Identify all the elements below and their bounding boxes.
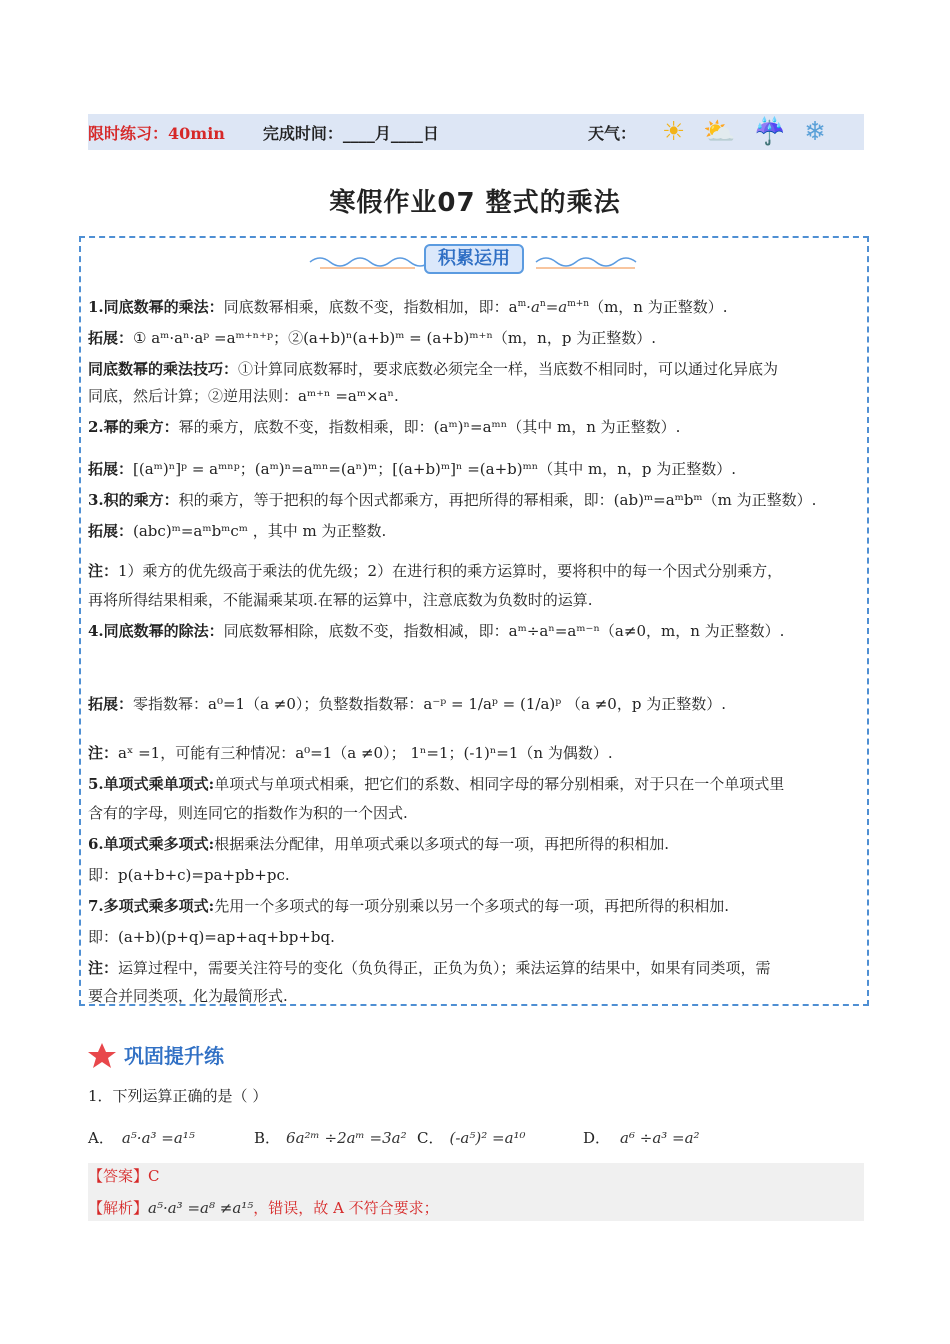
line-8 — [88, 521, 386, 541]
page-title: 寒假作业07 整式的乘法 — [329, 188, 621, 218]
line-1-head: 1.同底数幂的乘法： — [88, 298, 224, 316]
line-1-tail: （m，n 为正整数）. — [589, 298, 728, 316]
header-bar — [88, 114, 864, 150]
line-20-body: 运算过程中，需要关注符号的变化（负负得正，正负为负）；乘法运算的结果中，如果有同类项，需 — [118, 959, 771, 977]
option-c-expr: (-a⁵)² =a¹⁰ — [449, 1129, 526, 1147]
analysis-text: ，错误，故 A 不符合要求； — [253, 1199, 439, 1217]
answer-value: C — [148, 1167, 160, 1185]
line-12-head: 拓展： — [88, 695, 134, 713]
rain-icon: ☔ — [753, 117, 787, 147]
option-c — [417, 1128, 526, 1148]
line-21: 要合并同类项，化为最简形式. — [88, 987, 288, 1005]
line-13-head: 注： — [88, 744, 119, 762]
line-18-body: 先用一个多项式的每一项分别乘以另一个多项式的每一项，再把所得的积相加. — [214, 897, 729, 915]
line-11-body: 同底数幂相除，底数不变，指数相减，即：aᵐ÷aⁿ=aᵐ⁻ⁿ（a≠0，m，n 为正整数）. — [223, 622, 785, 640]
sun-icon: ☀ — [662, 117, 686, 147]
option-d-letter: D． — [583, 1129, 611, 1147]
line-16 — [88, 834, 669, 854]
line-6 — [88, 459, 736, 479]
section-badge: 积累运用 — [424, 244, 524, 274]
option-d-expr: a⁶ ÷a³ =a² — [620, 1129, 700, 1147]
line-3-head: 同底数幂的乘法技巧： — [88, 360, 239, 378]
line-6-head: 拓展： — [88, 460, 134, 478]
line-16-head: 6.单项式乘多项式: — [88, 835, 215, 853]
option-d — [583, 1128, 700, 1148]
line-18 — [88, 896, 729, 916]
line-9 — [88, 561, 782, 581]
option-b — [254, 1128, 407, 1148]
line-9-head: 注： — [88, 562, 119, 580]
line-5-head: 2.幂的乘方： — [88, 418, 179, 436]
line-20 — [88, 958, 771, 978]
line-16-body: 根据乘法分配律，用单项式乘以多项式的每一项，再把所得的积相加. — [214, 835, 669, 853]
line-4: 同底，然后计算；②逆用法则：aᵐ⁺ⁿ =aᵐ×aⁿ. — [88, 387, 399, 405]
section-2-label: 巩固提升练 — [124, 1044, 224, 1068]
answer-label: 【答案】 — [88, 1167, 149, 1185]
line-13-body: aˣ =1，可能有三种情况：a⁰=1（a ≠0）； 1ⁿ=1；(-1)ⁿ=1（n 为偶数）. — [118, 744, 613, 762]
star-icon — [88, 1041, 118, 1069]
line-12 — [88, 694, 726, 714]
line-19: 即：(a+b)(p+q)=ap+aq+bp+bq. — [88, 928, 335, 946]
line-3 — [88, 359, 778, 379]
line-20-head: 注： — [88, 959, 119, 977]
line-1-body: 同底数幂相乘，底数不变，指数相加，即：a — [223, 298, 518, 316]
snow-icon: ❄ — [804, 117, 826, 147]
line-11 — [88, 621, 784, 641]
section-2-header — [88, 1040, 224, 1069]
analysis-expr: a⁵·a³ =a⁸ ≠a¹⁵ — [148, 1199, 254, 1217]
option-b-expr: 6a²ᵐ ÷2aᵐ =3a² — [286, 1129, 407, 1147]
analysis-line — [88, 1198, 439, 1218]
analysis-label: 【解析】 — [88, 1199, 149, 1217]
line-17: 即：p(a+b+c)=pa+pb+pc. — [88, 866, 290, 884]
cloudy-icon: ⛅ — [703, 117, 736, 147]
line-13 — [88, 743, 613, 763]
line-11-head: 4.同底数幂的除法： — [88, 622, 224, 640]
line-2-body: ① aᵐ·aⁿ·aᵖ =aᵐ⁺ⁿ⁺ᵖ；②(a+b)ⁿ(a+b)ᵐ = (a+b)ᵐ⁺ⁿ（m，n，p 为正整数）. — [133, 329, 656, 347]
line-7-body: 积的乘方，等于把积的每个因式都乘方，再把所得的幂相乘，即：(ab)ᵐ=aᵐbᵐ（m 为正整数）. — [178, 491, 817, 509]
option-a — [88, 1128, 195, 1148]
line-5 — [88, 417, 680, 437]
option-a-letter: A． — [88, 1129, 114, 1147]
line-10: 再将所得结果相乘，不能漏乘某项.在幂的运算中，注意底数为负数时的运算. — [88, 591, 593, 609]
option-a-expr: a⁵·a³ =a¹⁵ — [121, 1129, 195, 1147]
line-5-body: 幂的乘方，底数不变，指数相乘，即：(aᵐ)ⁿ=aᵐⁿ（其中 m，n 为正整数）. — [178, 418, 681, 436]
line-3-body: ①计算同底数幂时，要求底数必须完全一样，当底数不相同时，可以通过化异底为 — [238, 360, 779, 378]
line-8-head: 拓展： — [88, 522, 134, 540]
line-2 — [88, 328, 656, 348]
time-limit: 限时练习：40min — [88, 123, 225, 143]
section-ribbon — [300, 242, 650, 278]
line-7-head: 3.积的乘方： — [88, 491, 179, 509]
line-14 — [88, 774, 784, 794]
line-7 — [88, 490, 816, 510]
line-1: 1.同底数幂的乘法：同底数幂相乘，底数不变，指数相加，即：$a^m\cdot a^n=a^{m+n}(m$，n 为正整数）. — [88, 298, 728, 316]
question-stem: 1．下列运算正确的是（ ） — [88, 1087, 268, 1105]
weather-icons — [662, 114, 826, 150]
completion-time: 完成时间：____月____日 — [262, 123, 439, 143]
line-8-body: (abc)ᵐ=aᵐbᵐcᵐ ，其中 m 为正整数. — [133, 522, 387, 540]
line-18-head: 7.多项式乘多项式: — [88, 897, 215, 915]
line-15: 含有的字母，则连同它的指数作为积的一个因式. — [88, 804, 408, 822]
option-c-letter: C． — [417, 1129, 444, 1147]
line-6-body: [(aᵐ)ⁿ]ᵖ = aᵐⁿᵖ；(aᵐ)ⁿ=aᵐⁿ=(aⁿ)ᵐ；[(a+b)ᵐ]ⁿ =(a+b)ᵐⁿ（其中 m，n，p 为正整数）. — [133, 460, 737, 478]
line-2-head: 拓展： — [88, 329, 134, 347]
answer-line — [88, 1166, 160, 1186]
line-12-body: 零指数幂：a⁰=1（a ≠0）；负整数指数幂：a⁻ᵖ = 1/aᵖ = (1/a)ᵖ （a ≠0，p 为正整数）. — [133, 695, 726, 713]
weather-label: 天气： — [588, 123, 637, 143]
line-9-body: 1）乘方的优先级高于乘法的优先级；2）在进行积的乘方运算时，要将积中的每一个因式分别乘方， — [118, 562, 783, 580]
option-b-letter: B． — [254, 1129, 281, 1147]
line-14-body: 单项式与单项式相乘，把它们的系数、相同字母的幂分别相乘，对于只在一个单项式里 — [214, 775, 785, 793]
line-14-head: 5.单项式乘单项式: — [88, 775, 215, 793]
